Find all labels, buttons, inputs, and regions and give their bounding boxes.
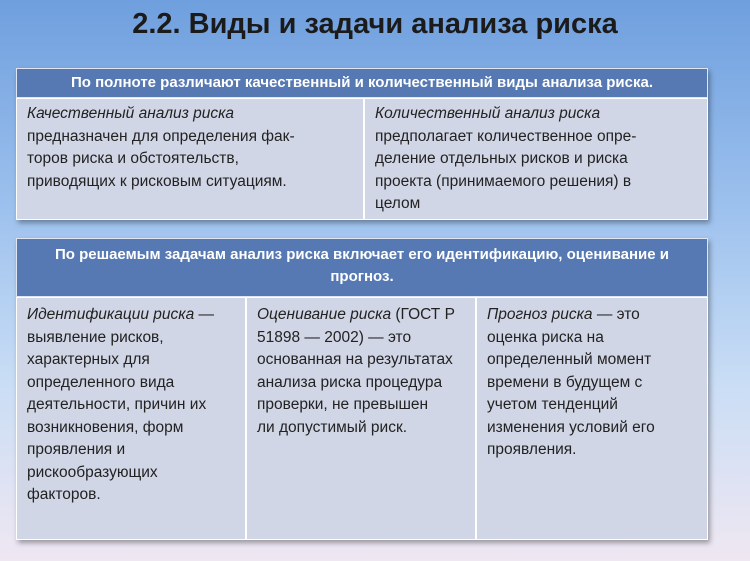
forecast-line: учетом тенденций [487, 396, 618, 413]
quantitative-term: Количественный анализ риска [375, 105, 601, 122]
forecast-term: Прогноз риска [487, 306, 593, 323]
identification-line: — [194, 306, 214, 323]
identification-line: возникновения, форм [27, 418, 184, 436]
forecast-line: изменения условий его [487, 418, 655, 436]
quantitative-line: предполагает количественное опре- [375, 127, 637, 145]
slide-title: 2.2. Виды и задачи анализа риска [132, 8, 618, 40]
qualitative-analysis-cell [16, 98, 364, 220]
assessment-line: проверки, не превышен [257, 396, 429, 413]
tasks-row [16, 297, 708, 540]
assessment-line: (ГОСТ Р [391, 306, 455, 323]
assessment-term: Оценивание риска [257, 306, 392, 323]
forecast-line: проявления. [487, 441, 577, 458]
identification-line: определенного вида [27, 373, 175, 391]
forecast-line: определенный момент [487, 351, 652, 368]
identification-line: проявления и [27, 441, 126, 458]
identification-cell [16, 297, 246, 540]
forecast-line: оценка риска на [487, 328, 604, 346]
tasks-header [16, 238, 708, 297]
quantitative-analysis-cell [364, 98, 708, 220]
forecast-cell [476, 297, 708, 540]
identification-line: характерных для [27, 351, 150, 368]
identification-line: рискообразующих [27, 463, 158, 481]
identification-line: факторов. [27, 486, 101, 503]
tasks-header-line: По решаемым задачам анализ риска включает его идентификацию, оценивание и [54, 246, 670, 263]
quantitative-line: проекта (принимаемого решения) в [375, 172, 632, 190]
identification-term: Идентификации риска [27, 306, 195, 323]
forecast-line: времени в будущем с [487, 373, 643, 391]
assessment-line: основанная на результатах [257, 351, 453, 368]
qualitative-line: приводящих к рисковым ситуациям. [27, 172, 287, 190]
assessment-cell [246, 297, 476, 540]
tasks-table [16, 238, 708, 540]
qualitative-line: торов риска и обстоятельств, [27, 150, 239, 167]
assessment-line: анализа риска процедура [257, 373, 443, 391]
qualitative-line: предназначен для определения фак- [27, 127, 295, 145]
completeness-header: По полноте различают качественный и количественный виды анализа риска. [16, 68, 708, 98]
qualitative-term: Качественный анализ риска [27, 105, 235, 122]
identification-line: выявление рисков, [27, 328, 164, 346]
quantitative-line: деление отдельных рисков и риска [375, 150, 628, 167]
assessment-line: ли допустимый риск. [257, 418, 408, 436]
completeness-table [16, 68, 708, 220]
forecast-line: — это [592, 306, 640, 323]
quantitative-line: целом [375, 195, 421, 212]
tasks-header-line: прогноз. [330, 268, 394, 285]
identification-line: деятельности, причин их [27, 396, 207, 413]
assessment-line: 51898 — 2002) — это [257, 328, 412, 346]
completeness-row [16, 98, 708, 220]
